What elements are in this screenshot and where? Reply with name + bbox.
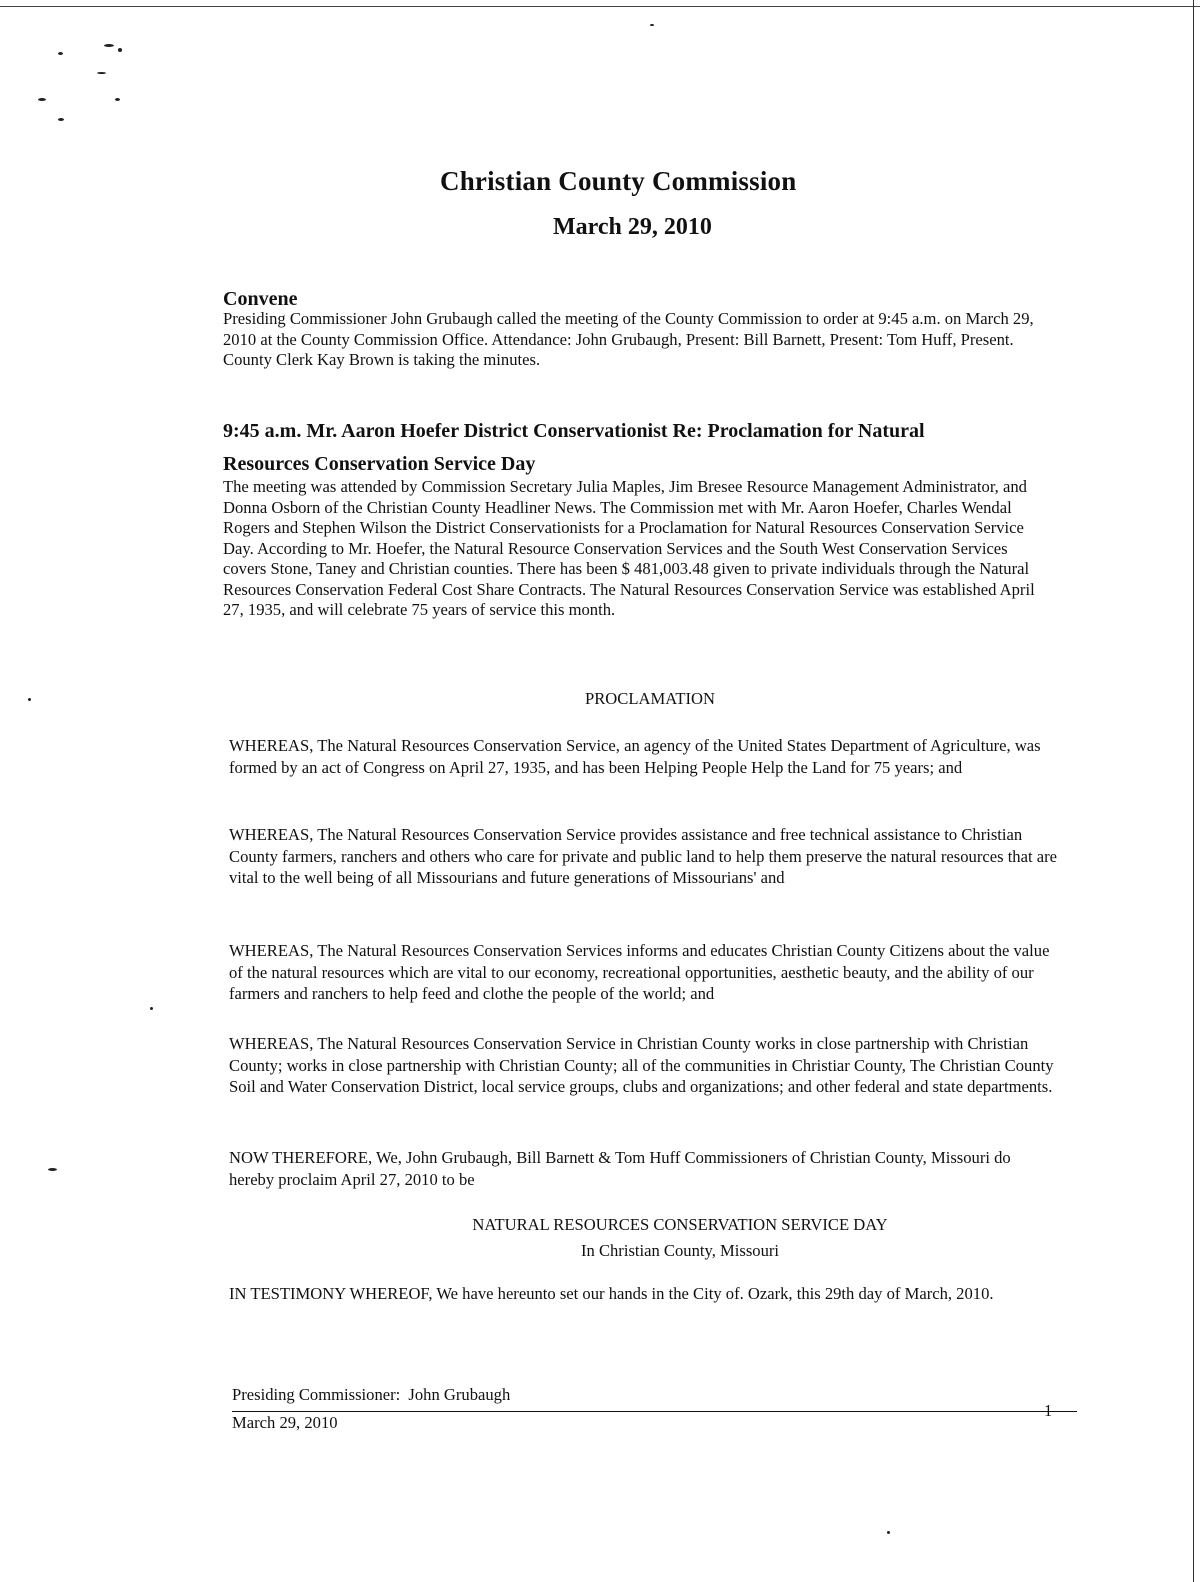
scan-speck [118,48,122,52]
scan-speck [115,98,120,101]
scan-speck [97,72,106,74]
scan-speck [150,1007,153,1010]
signature-name: John Grubaugh [408,1385,511,1404]
agenda-heading-line2: Resources Conservation Service Day [223,453,536,475]
proclamation-heading: PROCLAMATION [585,689,715,708]
scan-speck [104,44,114,47]
footer-date: March 29, 2010 [232,1413,338,1432]
scan-speck [38,98,46,101]
document-title: Christian County Commission [440,166,797,196]
scan-speck [650,24,654,26]
testimony-paragraph: IN TESTIMONY WHEREOF, We have hereunto set our hands in the City of. Ozark, this 29th day of March, 2010. [229,1284,994,1303]
convene-text: Presiding Commissioner John Grubaugh called the meeting of the County Commission to order at 9:45 a.m. on March 29, 2010 at the County Commission Office. Attendance: John Grubaugh, Present: Bill Barnett, Present: Tom Huff, Present. County Clerk Kay Brown is taking the minutes. [223,309,1034,369]
meeting-date: March 29, 2010 [553,214,712,240]
whereas-paragraph-2: WHEREAS, The Natural Resources Conservation Service provides assistance and free technical assistance to Christian County farmers, ranchers and others who care for private and public land to help them preserve the natural resources that are vital to the well being of all Missourians and future generations of Missourians' and [229,825,1057,887]
scan-speck [48,1168,57,1171]
agenda-text: The meeting was attended by Commission Secretary Julia Maples, Jim Bresee Resource Management Administrator, and Donna Osborn of the Christian County Headliner News. The Commission met with Mr. Aaron Hoefer, Charles Wendal Rogers and Stephen Wilson the District Conservationists for a Proclamation for Natural Resources Conservation Service Day. According to Mr. Hoefer, the Natural Resource Conservation Services and the South West Conservation Services covers Stone, Taney and Christian counties. There has been $ 481,003.48 given to private individuals through the Natural Resources Conservation Federal Cost Share Contracts. The Natural Resources Conservation Service was established April 27, 1935, and will celebrate 75 years of service this month. [223,477,1035,619]
scan-speck [58,52,63,55]
proclaimed-day-name: NATURAL RESOURCES CONSERVATION SERVICE DAY [472,1215,888,1234]
now-therefore-paragraph: NOW THEREFORE, We, John Grubaugh, Bill Barnett & Tom Huff Commissioners of Christian County, Missouri do hereby proclaim April 27, 2010 to be [229,1148,1011,1189]
scan-speck [887,1531,890,1534]
convene-heading: Convene [223,288,298,310]
whereas-paragraph-1: WHEREAS, The Natural Resources Conservation Service, an agency of the United States Department of Agriculture, was formed by an act of Congress on April 27, 1935, and has been Helping People Help the Land for 75 years; and [229,736,1041,777]
agenda-heading-line1: 9:45 a.m. Mr. Aaron Hoefer District Conservationist Re: Proclamation for Natural [223,420,925,442]
signature-block [232,1385,510,1405]
scan-speck [58,118,64,121]
whereas-paragraph-3: WHEREAS, The Natural Resources Conservation Services informs and educates Christian County Citizens about the value of the natural resources which are vital to our economy, recreational opportunities, aesthetic beauty, and the ability of our farmers and ranchers to help feed and clothe the people of the world; and [229,941,1050,1003]
page-number: 1 [1044,1401,1053,1420]
scan-edge-right [1193,0,1194,1582]
signature-line [232,1411,1077,1412]
proclaimed-day-location: In Christian County, Missouri [580,1241,780,1260]
whereas-paragraph-4: WHEREAS, The Natural Resources Conservation Service in Christian County works in close partnership with Christian County; works in close partnership with Christian County; all of the communities in Christiar County, The Christian County Soil and Water Conservation District, local service groups, clubs and organizations; and other federal and state departments. [229,1034,1054,1096]
signature-label: Presiding Commissioner: [232,1385,401,1404]
scan-edge-top [0,6,1200,7]
scan-speck [28,698,31,701]
